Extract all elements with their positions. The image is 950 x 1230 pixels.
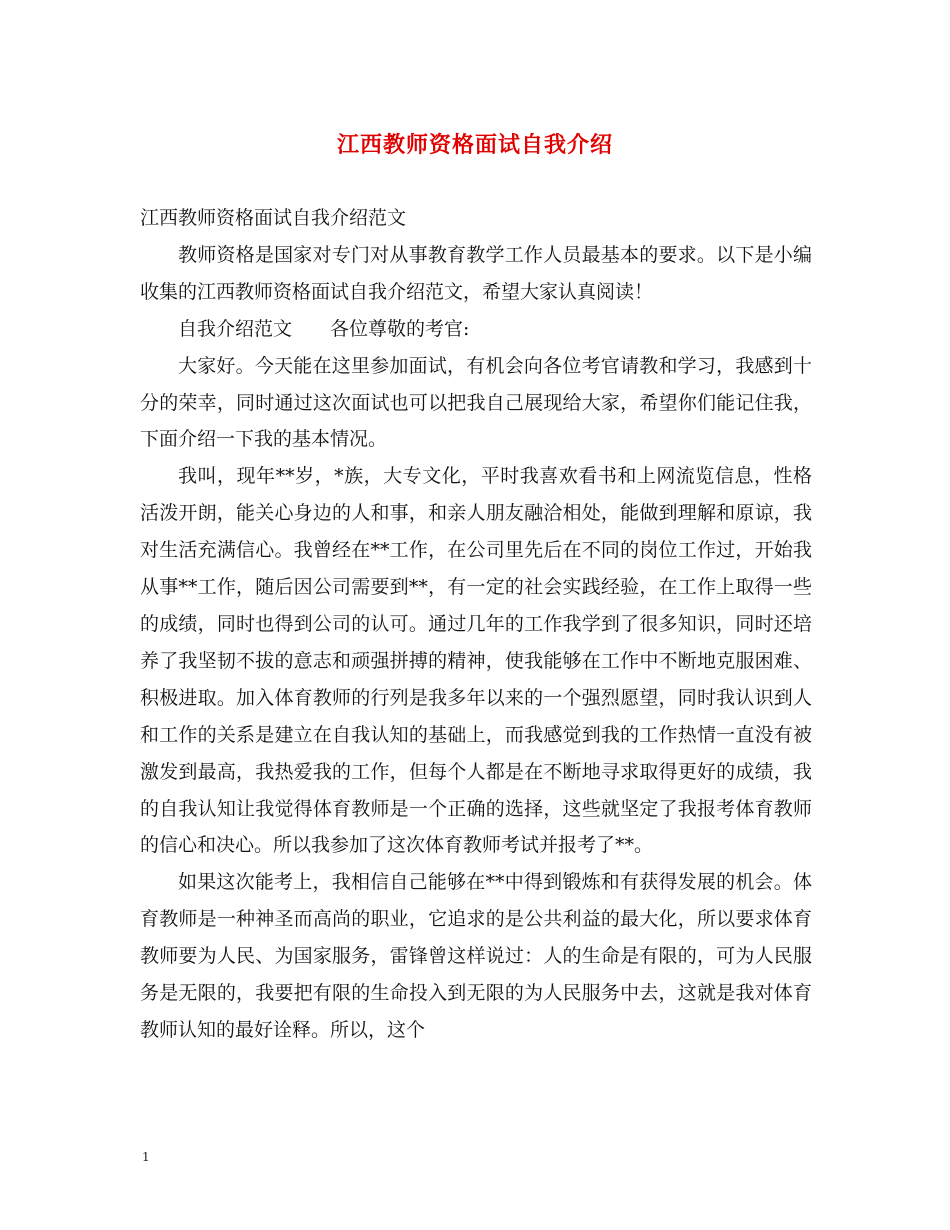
paragraph-background: 我叫，现年**岁，*族，大专文化，平时我喜欢看书和上网流览信息，性格活泼开朗，能关心身边的人和事，和亲人朋友融洽相处，能做到理解和原谅，我对生活充满信心。我曾经在**工作，在公司里先后在不同的岗位工作过，开始我从事**工作，随后因公司需要到**，有一定的社会实践经验，在工作上取得一些的成绩，同时也得到公司的认可。通过几年的工作我学到了很多知识，同时还培养了我坚韧不拔的意志和顽强拼搏的精神，使我能够在工作中不断地克服困难、积极进取。加入体育教师的行列是我多年以来的一个强烈愿望，同时我认识到人和工作的关系是建立在自我认知的基础上，而我感觉到我的工作热情一直没有被激发到最高，我热爱我的工作，但每个人都是在不断地寻求取得更好的成绩，我的自我认知让我觉得体育教师是一个正确的选择，这些就坚定了我报考体育教师的信心和决心。所以我参加了这次体育教师考试并报考了**。	[140, 465, 812, 857]
paragraph-opening: 大家好。今天能在这里参加面试，有机会向各位考官请教和学习，我感到十分的荣幸，同时通过这次面试也可以把我自己展现给大家，希望你们能记住我，下面介绍一下我的基本情况。	[140, 354, 812, 451]
document-body	[140, 200, 812, 1049]
document-title: 江西教师资格面试自我介绍	[336, 132, 613, 158]
paragraph-greeting: 自我介绍范文 各位尊敬的考官:	[178, 317, 470, 340]
subtitle: 江西教师资格面试自我介绍范文	[140, 207, 407, 229]
page-number: 1	[142, 1150, 150, 1164]
paragraph-intro: 教师资格是国家对专门对从事教育教学工作人员最基本的要求。以下是小编收集的江西教师资格面试自我介绍范文，希望大家认真阅读！	[140, 243, 812, 303]
paragraph-motivation: 如果这次能考上，我相信自己能够在**中得到锻炼和有获得发展的机会。体育教师是一种神圣而高尚的职业，它追求的是公共利益的最大化，所以要求体育教师要为人民、为国家服务，雷锋曾这样说过：人的生命是有限的，可为人民服务是无限的，我要把有限的生命投入到无限的为人民服务中去，这就是我对体育教师认知的最好诠释。所以，这个	[140, 871, 812, 1041]
